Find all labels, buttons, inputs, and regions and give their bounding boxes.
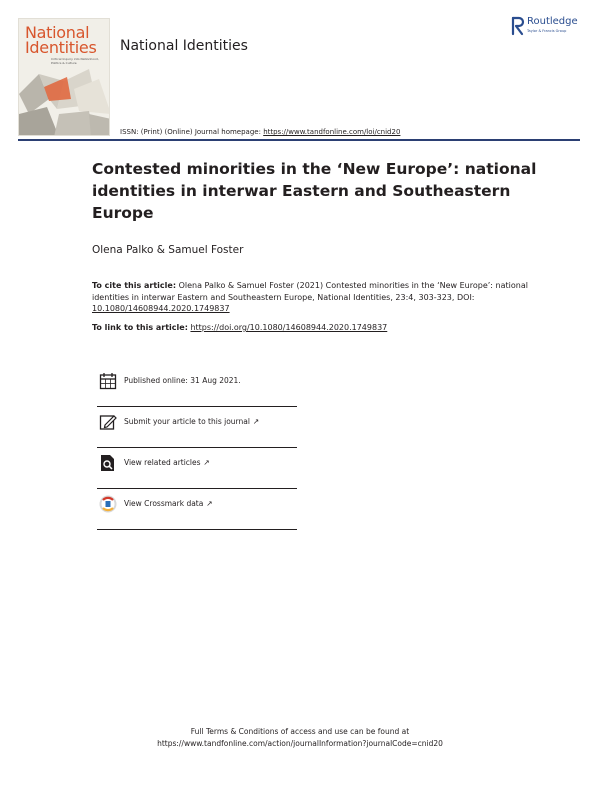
cover-subtitle: Critical Inquiry into Nationhood, Politics & Culture	[51, 57, 99, 65]
routledge-logo[interactable]	[511, 14, 591, 44]
journal-cover	[18, 18, 110, 136]
external-link-icon: ↗	[206, 499, 213, 508]
crossmark-icon	[99, 495, 117, 513]
related-articles-label: View related articles	[124, 458, 201, 467]
journal-homepage-link[interactable]: https://www.tandfonline.com/loi/cnid20	[263, 128, 401, 136]
issn-line	[120, 128, 400, 136]
crossmark-label: View Crossmark data	[124, 499, 204, 508]
document-search-icon	[99, 454, 117, 472]
article-authors: Olena Palko & Samuel Foster	[92, 244, 244, 256]
cite-text: Olena Palko & Samuel Foster (2021) Contested minorities in the ‘New Europe’: national identities in interwar Eastern and Southeastern Europe, National Identities, 23:4, 303-323, DOI:	[92, 281, 528, 302]
article-title: Contested minorities in the ‘New Europe’: national identities in interwar Eastern and Southeastern Europe	[92, 160, 537, 222]
crossmark-item[interactable]	[97, 489, 297, 530]
crossmark-link[interactable]	[124, 499, 213, 508]
submit-article-item[interactable]	[97, 407, 297, 448]
submit-article-label: Submit your article to this journal	[124, 417, 250, 426]
edit-icon	[99, 413, 117, 431]
header-divider	[18, 139, 580, 141]
publisher-tagline: Taylor & Francis Group	[527, 29, 567, 33]
issn-label: ISSN: (Print) (Online) Journal homepage:	[120, 128, 261, 136]
submit-article-link[interactable]	[124, 417, 259, 426]
footer-terms-link[interactable]: https://www.tandfonline.com/action/journalInformation?journalCode=cnid20	[157, 739, 443, 748]
citation-block	[92, 280, 532, 315]
article-doi-link[interactable]: https://doi.org/10.1080/14608944.2020.1749837	[190, 323, 388, 332]
cite-label: To cite this article:	[92, 281, 177, 290]
routledge-r-icon	[511, 16, 525, 36]
publisher-name: Routledge	[527, 16, 578, 27]
link-label: To link to this article:	[92, 323, 188, 332]
cover-title: National Identities	[25, 23, 97, 57]
published-online-label: Published online: 31 Aug 2021.	[124, 376, 241, 385]
article-link-line	[92, 323, 387, 332]
footer-terms-text: Full Terms & Conditions of access and use can be found at	[190, 727, 410, 736]
published-online-item	[97, 366, 297, 407]
related-articles-link[interactable]	[124, 458, 210, 467]
journal-title: National Identities	[120, 38, 248, 54]
related-articles-item[interactable]	[97, 448, 297, 489]
cite-doi-link[interactable]: 10.1080/14608944.2020.1749837	[92, 304, 230, 313]
external-link-icon: ↗	[203, 458, 210, 467]
footer	[0, 726, 600, 750]
calendar-icon	[99, 372, 117, 390]
external-link-icon: ↗	[252, 417, 260, 426]
